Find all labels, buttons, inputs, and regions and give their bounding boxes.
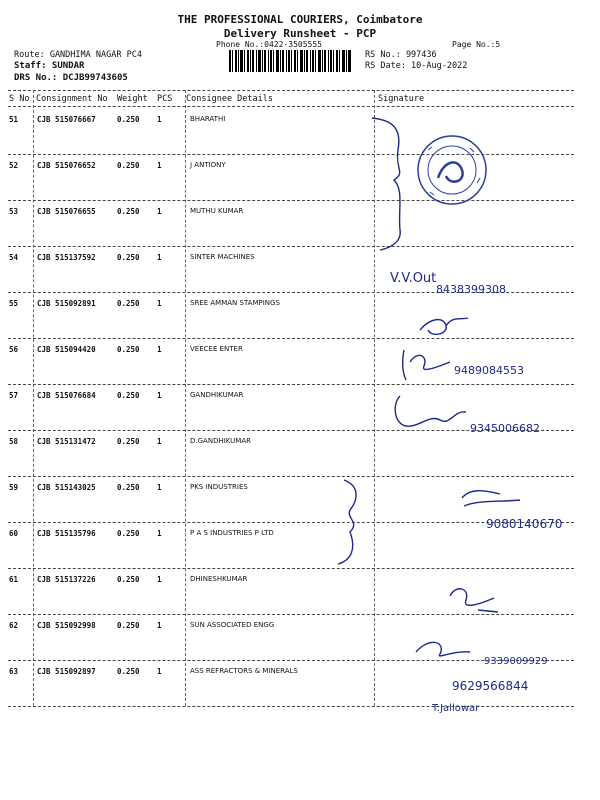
staff: Staff: SUNDAR [14,61,85,71]
row-consignee: ASS REFRACTORS & MINERALS [190,667,298,675]
row-sno: 59 [9,483,19,492]
row-consignment: CJB 515135796 [37,529,96,538]
row-rule [8,614,574,615]
row-weight: 0.250 [117,575,140,584]
rs-number: RS No.: 997436 [365,50,437,60]
row-rule [8,200,574,201]
row-weight: 0.250 [117,345,140,354]
row-sno: 55 [9,299,19,308]
row-rule [8,476,574,477]
row-weight: 0.250 [117,483,140,492]
row-rule [8,660,574,661]
row-rule [8,384,574,385]
drs-number: DRS No.: DCJB99743605 [14,73,128,83]
row-sno: 61 [9,575,19,584]
table-bottom-rule [8,706,574,707]
row-sno: 51 [9,115,19,124]
row-consignee: J ANTIONY [190,161,226,169]
row-pcs: 1 [157,253,162,262]
row-sno: 53 [9,207,19,216]
row-weight: 0.250 [117,207,140,216]
row-consignment: CJB 515094420 [37,345,96,354]
row-consignee: PKS INDUSTRIES [190,483,248,491]
runsheet-title: THE PROFESSIONAL COURIERS, Coimbatore [177,13,423,26]
row-sno: 57 [9,391,19,400]
col-header-weight: Weight [117,94,148,104]
col-header-sno: S No [9,94,30,104]
row-rule [8,338,574,339]
row-consignment: CJB 515137226 [37,575,96,584]
row-consignment: CJB 515076667 [37,115,96,124]
row-consignment: CJB 515076655 [37,207,96,216]
col-header-consignee: Consignee Details [186,94,273,104]
row-rule [8,154,574,155]
row-pcs: 1 [157,621,162,630]
handwriting-phone: 9080140670 [486,517,563,531]
row-pcs: 1 [157,345,162,354]
row-consignment: CJB 515092998 [37,621,96,630]
row-sno: 56 [9,345,19,354]
row-consignee: VEECEE ENTER [190,345,243,353]
row-pcs: 1 [157,207,162,216]
handwriting-phone: 9339009929 [484,656,548,667]
row-consignee: P A S INDUSTRIES P LTD [190,529,274,537]
row-consignee: D.GANDHIKUMAR [190,437,252,445]
phone-number: Phone No.:0422-3505555 [216,40,322,49]
row-consignee: SINTER MACHINES [190,253,255,261]
row-consignee: BHARATHI [190,115,226,123]
row-pcs: 1 [157,299,162,308]
header-rule [8,106,574,107]
row-consignee: GANDHIKUMAR [190,391,244,399]
row-consignee: SREE AMMAN STAMPINGS [190,299,280,307]
row-pcs: 1 [157,483,162,492]
row-weight: 0.250 [117,667,140,676]
row-consignment: CJB 515137592 [37,253,96,262]
handwriting-name: T.Jallowar [432,703,480,714]
handwriting-phone: 9345006682 [470,422,540,435]
row-consignment: CJB 515076684 [37,391,96,400]
route: Route: GANDHIMA NAGAR PC4 [14,50,142,60]
row-consignment: CJB 515076652 [37,161,96,170]
row-pcs: 1 [157,391,162,400]
row-consignment: CJB 515143025 [37,483,96,492]
row-pcs: 1 [157,115,162,124]
row-sno: 63 [9,667,19,676]
runsheet-subtitle: Delivery Runsheet - PCP [223,27,377,40]
row-rule [8,522,574,523]
row-consignee: MUTHU KUMAR [190,207,244,215]
row-rule [8,292,574,293]
row-pcs: 1 [157,667,162,676]
row-weight: 0.250 [117,299,140,308]
row-rule [8,246,574,247]
handwriting-phone: 8438399308 [436,283,506,296]
row-weight: 0.250 [117,253,140,262]
row-rule [8,430,574,431]
barcode [229,50,351,72]
row-sno: 58 [9,437,19,446]
row-pcs: 1 [157,529,162,538]
row-weight: 0.250 [117,621,140,630]
col-header-pcs: PCS [157,94,173,104]
col-header-signature: Signature [378,94,425,104]
row-rule [8,568,574,569]
row-pcs: 1 [157,437,162,446]
handwriting-phone: 9489084553 [454,364,524,377]
row-weight: 0.250 [117,391,140,400]
row-pcs: 1 [157,161,162,170]
row-sno: 54 [9,253,19,262]
row-weight: 0.250 [117,161,140,170]
row-weight: 0.250 [117,115,140,124]
table-top-rule [8,90,574,91]
handwriting-name: V.V.Out [390,271,437,286]
col-header-consignment: Consignment No [36,94,108,104]
row-consignee: DHINESHKUMAR [190,575,248,583]
row-consignment: CJB 515131472 [37,437,96,446]
row-consignment: CJB 515092897 [37,667,96,676]
handwriting-phone: 9629566844 [452,679,529,693]
row-weight: 0.250 [117,529,140,538]
row-consignee: SUN ASSOCIATED ENGG [190,621,275,629]
row-consignment: CJB 515092891 [37,299,96,308]
page-number: Page No.:5 [452,40,501,49]
row-sno: 60 [9,529,19,538]
row-weight: 0.250 [117,437,140,446]
row-pcs: 1 [157,575,162,584]
rs-date: RS Date: 10-Aug-2022 [365,61,468,71]
row-sno: 52 [9,161,19,170]
row-sno: 62 [9,621,19,630]
